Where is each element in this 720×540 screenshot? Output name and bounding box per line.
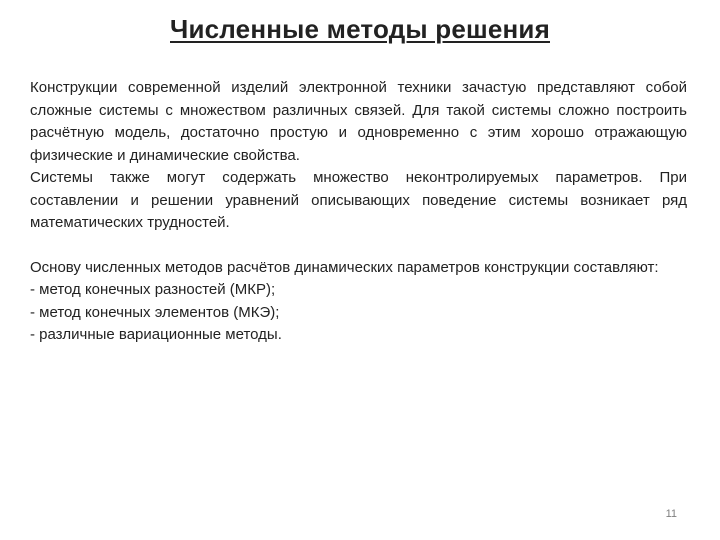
page-number: 11 (665, 508, 677, 520)
paragraph-1: Конструкции современной изделий электронной техники зачастую представляют собой сложные системы с множеством различных связей. Для такой системы сложно построить расчётную модель, достаточно простую и одновременно с этим хорошо отражающую физические и динамические свойства. (30, 79, 687, 164)
slide-body (30, 77, 687, 347)
list-item-variational: - различные вариационные методы. (30, 326, 282, 343)
paragraph-3: Основу численных методов расчётов динамических параметров конструкции составляют: (30, 258, 659, 276)
list-item-mkr: - метод конечных разностей (МКР); (30, 281, 276, 298)
list-item-mke: - метод конечных элементов (МКЭ); (30, 303, 280, 321)
slide-title: Численные методы решения (170, 14, 550, 44)
paragraph-gap (30, 235, 687, 257)
paragraph-2: Системы также могут содержать множество неконтролируемых параметров. При составлении и решении уравнений описывающих поведение системы возникает ряд математических трудностей. (30, 169, 687, 231)
